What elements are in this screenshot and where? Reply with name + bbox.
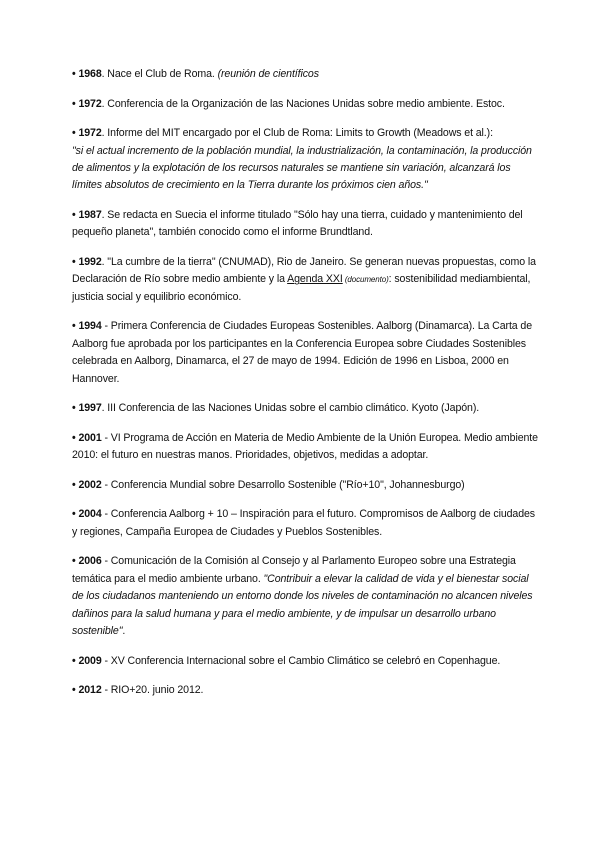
entry-year: 2012 [78,684,102,697]
entry-text: - VI Programa de Acción en Materia de Medio Ambiente de la Unión Europea. Medio ambiente 2010: el futuro en nuestras manos. Prioridades, objetivos, medidas a adoptar. [72,431,538,462]
bullet: • [72,68,76,80]
timeline-entry-2012 [72,682,542,699]
document-link-note[interactable]: (documento) [342,275,389,285]
entry-year: 2004 [78,508,102,521]
agenda-xxi-link[interactable]: Agenda XXI [287,273,343,286]
timeline-entry-1987 [72,207,542,242]
entry-text: - Conferencia Aalborg + 10 – Inspiración para el futuro. Compromisos de Aalborg de ciudades y regiones, Campaña Europea de Ciudades y Pueblos Sostenibles. [72,508,535,538]
entry-year: 1972 [78,97,102,110]
bullet: • [72,97,76,110]
entry-year: 1997 [78,402,102,415]
entry-year: 2006 [78,555,102,568]
entry-year: 2001 [78,431,102,444]
entry-text: . Informe del MIT encargado por el Club de Roma: Limits to Growth (Meadows et al.): [101,127,493,140]
timeline-entry-2001 [72,430,542,465]
bullet: • [72,127,76,140]
timeline-entry-2004 [72,506,542,541]
entry-tail: . [122,625,126,638]
entry-year: 1992 [78,256,102,268]
bullet: • [72,209,76,221]
entry-text: . Conferencia de la Organización de las Naciones Unidas sobre medio ambiente. Estoc. [101,97,505,110]
timeline-entry-1968 [72,66,542,83]
entry-text-tail: : sostenibilidad mediambiental, justicia social y equilibrio económico. [72,273,531,303]
bullet: • [72,555,76,568]
entry-text: - XV Conferencia Internacional sobre el Cambio Climático se celebró en Copenhague. [101,654,501,667]
entry-text: . Se redacta en Suecia el informe titulado "Sólo hay una tierra, cuidado y mantenimiento del pequeño planeta", también conocido como el informe Brundtland. [72,209,523,239]
entry-year: 1968 [78,68,102,80]
entry-text: - Primera Conferencia de Ciudades Europeas Sostenibles. Aalborg (Dinamarca). La Carta de Aalborg fue aprobada por los participantes en la Conferencia Europea sobre Ciudades Sostenibles celebrada en Aalborg, Dinamarca, el 27 de mayo de 1994. Edición de 1996 en Lisboa, 2000 en Hannover. [72,320,533,385]
timeline-entry-1972-a [72,96,542,113]
entry-year: 1987 [78,209,102,221]
entry-year: 1972 [78,127,102,140]
entry-text: - Comunicación de la Comisión al Consejo y al Parlamento Europeo sobre una Estrategia temática para el medio ambiente urbano. [72,555,516,585]
bullet: • [72,320,76,333]
entry-year: 2009 [78,654,102,667]
entry-text: - RIO+20. junio 2012. [101,684,204,697]
entry-year: 1994 [78,320,102,333]
entry-year: 2002 [78,478,102,491]
entry-italic: (reunión de científicos [214,68,319,80]
bullet: • [72,431,76,444]
bullet: • [72,684,76,697]
entry-quote: "si el actual incremento de la población mundial, la industrialización, la contaminación, la producción de alimentos y la explotación de los recursos naturales se mantiene sin variación, alcanzará los límites absolutos de crecimiento en la Tierra durante los próximos cien años." [72,144,532,192]
timeline-entry-1994 [72,318,542,388]
entry-text: . III Conferencia de las Naciones Unidas sobre el cambio climático. Kyoto (Japón). [101,402,480,415]
timeline-entry-2002 [72,477,542,494]
timeline-entry-1992 [72,254,542,306]
timeline-entry-1997 [72,400,542,417]
entry-text: . "La cumbre de la tierra" (CNUMAD), Rio de Janeiro. Se generan nuevas propuestas, como la Declaración de Río sobre medio ambiente y la [72,256,536,286]
bullet: • [72,508,76,521]
entry-quote: "Contribuir a elevar la calidad de vida y el bienestar social de los ciudadanos manteniendo un entorno donde los niveles de contaminación no alcancen niveles dañinos para la salud humana y para el medio ambiente, y de impulsar un desarrollo urbano sostenible" [72,572,533,638]
bullet: • [72,402,76,415]
entry-text: . Nace el Club de Roma. [101,68,215,80]
timeline-entry-2006 [72,553,542,640]
bullet: • [72,478,76,491]
timeline-entry-1972-b [72,125,542,195]
bullet: • [72,654,76,667]
entry-text: - Conferencia Mundial sobre Desarrollo Sostenible ("Río+10", Johannesburgo) [101,478,465,491]
bullet: • [72,256,76,268]
timeline-entry-2009 [72,653,542,670]
document-page [72,66,542,712]
